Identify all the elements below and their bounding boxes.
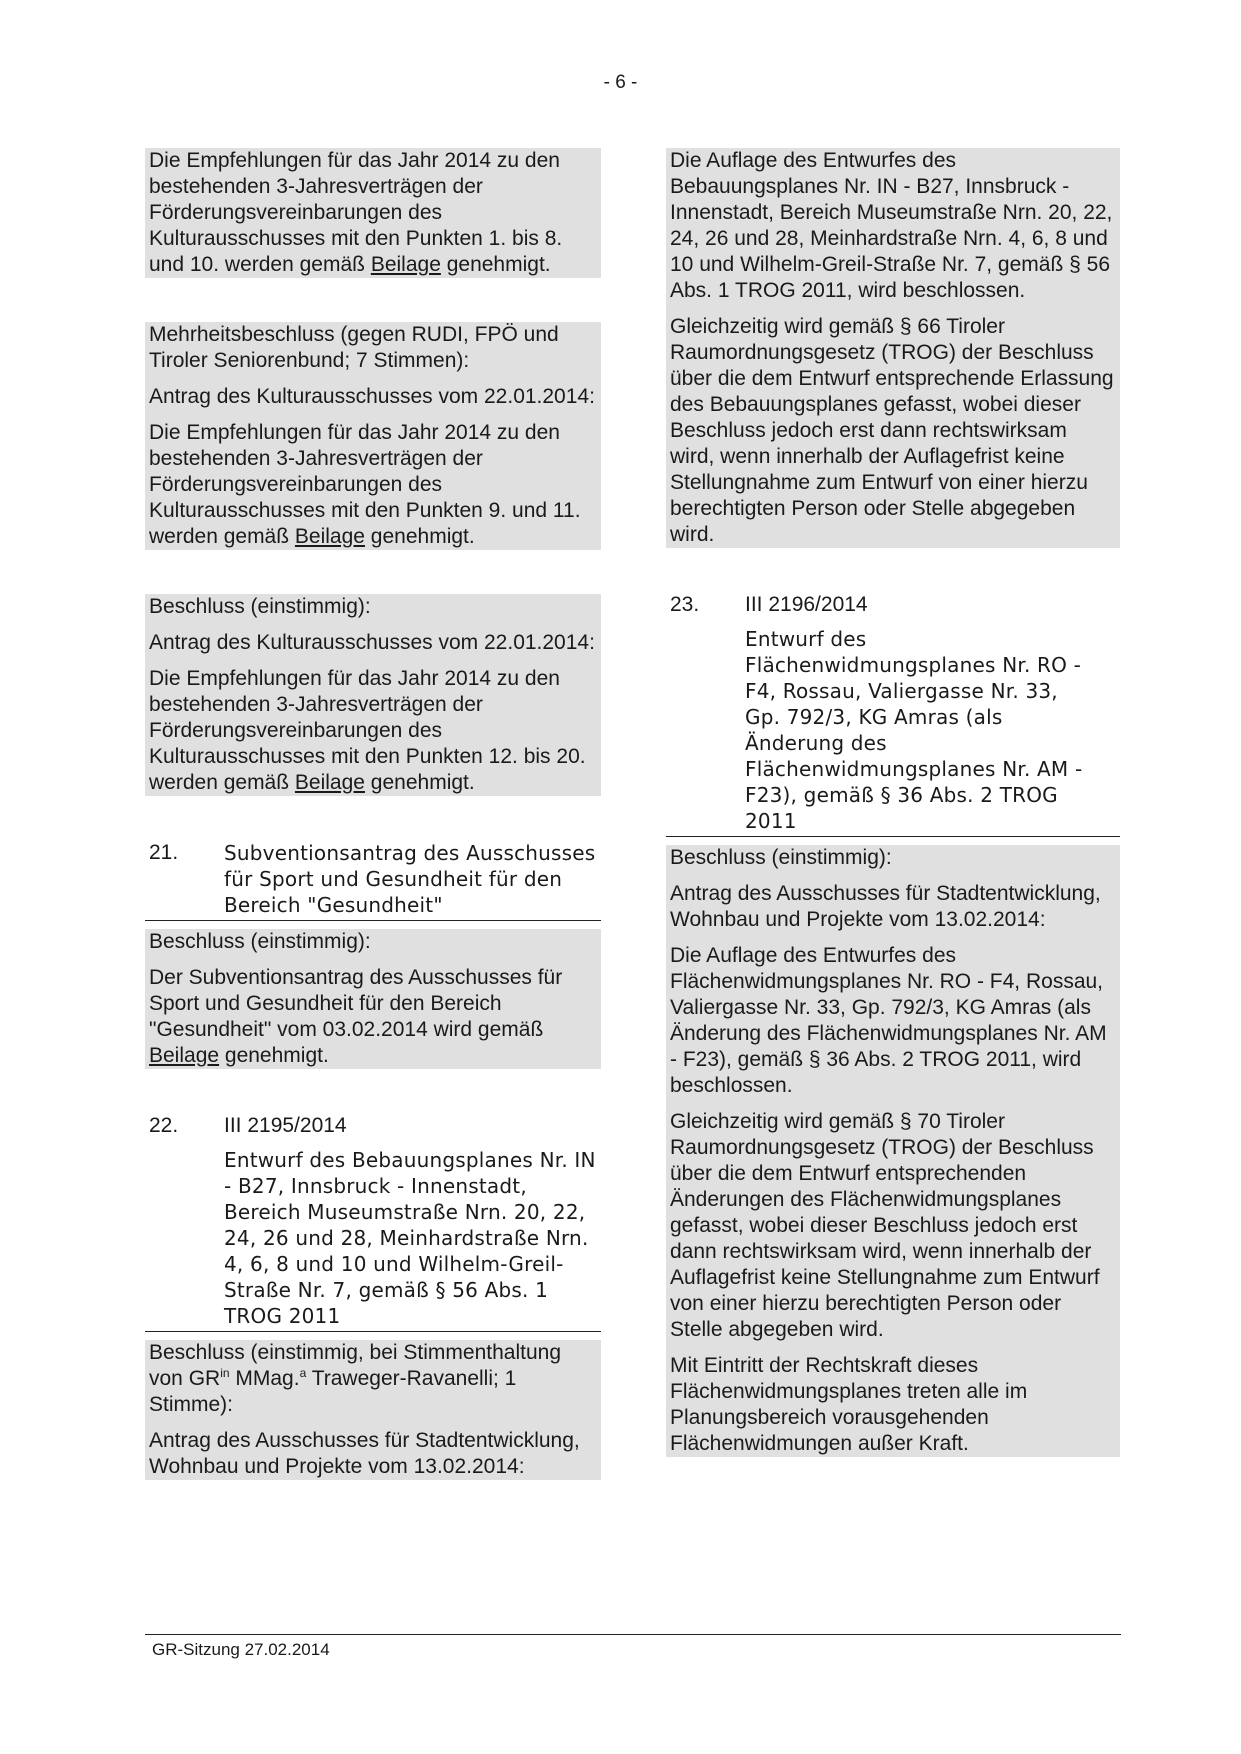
page-number: - 6 - bbox=[603, 72, 638, 93]
motion-heading: Antrag des Kulturausschusses vom 22.01.2014: bbox=[149, 631, 595, 654]
motion-heading: Antrag des Ausschusses für Stadtentwicklung, Wohnbau und Projekte vom 13.02.2014: bbox=[149, 1429, 580, 1478]
item-title: Subventionsantrag des Ausschusses für Sport und Gesundheit für den Bereich "Gesundheit" bbox=[224, 841, 596, 917]
resolution-heading: Mehrheitsbeschluss (gegen RUDI, FPÖ und Tiroler Seniorenbund; 7 Stimmen): bbox=[149, 323, 559, 372]
item-divider bbox=[666, 836, 1120, 837]
resolution-heading: Beschluss (einstimmig): bbox=[149, 595, 371, 618]
item-reference: III 2195/2014 bbox=[224, 1114, 347, 1137]
resolution-text: Die Auflage des Entwurfes des Flächenwidmungsplanes Nr. RO - F4, Rossau, Valiergasse Nr. 33, Gp. 792/3, KG Amras (als Änderung des Flächenwidmungsplanes Nr. AM - F23), gemäß § 36 Abs. 2 TROG 2011, wird beschlossen. bbox=[670, 944, 1107, 1097]
agenda-item-21 bbox=[145, 840, 601, 1069]
resolution-heading: Beschluss (einstimmig, bei Stimmenthaltung von $GR^{in}$ MMag.$^a$ Traweger-Ravanelli; 1 Stimme): bbox=[149, 1341, 562, 1416]
item-title: Entwurf des Flächenwidmungsplanes Nr. RO - F4, Rossau, Valiergasse Nr. 33, Gp. 792/3, KG Amras (als Änderung des Flächenwidmungsplanes Nr. AM - F23), gemäß § 36 Abs. 2 TROG 2011 bbox=[745, 627, 1083, 833]
item-divider bbox=[145, 1331, 601, 1332]
resolution-heading: Beschluss (einstimmig): bbox=[149, 930, 371, 953]
resolution-text: Die Auflage des Entwurfes des Bebauungsplanes Nr. IN - B27, Innsbruck - Innenstadt, Bereich Museumstraße Nrn. 20, 22, 24, 26 und 28, Meinhardstraße Nrn. 4, 6, 8 und 10 und Wilhelm-Greil-Straße Nr. 7, gemäß § 56 Abs. 1 TROG 2011, wird beschlossen. bbox=[670, 149, 1113, 302]
resolution-block-1 bbox=[145, 148, 601, 278]
beilage-link[interactable]: Beilage bbox=[294, 525, 365, 548]
item-title: Entwurf des Bebauungsplanes Nr. IN - B27, Innsbruck - Innenstadt, Bereich Museumstraße Nrn. 20, 22, 24, 26 und 28, Meinhardstraße Nrn. 4, 6, 8 und 10 und Wilhelm-Greil-Straße Nr. 7, gemäß § 56 Abs. 1 TROG 2011 bbox=[224, 1148, 596, 1328]
item-number: 21. bbox=[149, 841, 179, 864]
resolution-block bbox=[145, 1340, 601, 1480]
resolution-text: Der Subventionsantrag des Ausschusses für Sport und Gesundheit für den Bereich "Gesundheit" vom 03.02.2014 wird gemäß Beilage genehmigt. bbox=[149, 966, 563, 1067]
resolution-text: Gleichzeitig wird gemäß § 66 Tiroler Raumordnungsgesetz (TROG) der Beschluss über die dem Entwurf entsprechende Erlassung des Bebauungsplanes gefasst, wobei dieser Beschluss jedoch erst dann rechtswirksam wird, wenn innerhalb der Auflagefrist keine Stellungnahme zum Entwurf von einer hierzu berechtigten Person oder Stelle abgegeben wird. bbox=[670, 315, 1114, 546]
resolution-block-3 bbox=[145, 594, 601, 796]
resolution-text: Die Empfehlungen für das Jahr 2014 zu den bestehenden 3-Jahresverträgen der Förderungsvereinbarungen des Kulturausschusses mit den Punkten 1. bis 8. und 10. werden gemäß Beilage genehmigt. bbox=[149, 149, 563, 276]
beilage-link[interactable]: Beilage bbox=[294, 771, 365, 794]
footer-divider bbox=[145, 1634, 1121, 1635]
agenda-item-23 bbox=[666, 592, 1120, 1457]
resolution-text: Die Empfehlungen für das Jahr 2014 zu den bestehenden 3-Jahresverträgen der Förderungsvereinbarungen des Kulturausschusses mit den Punkten 12. bis 20. werden gemäß Beilage genehmigt. bbox=[149, 667, 586, 794]
motion-heading: Antrag des Kulturausschusses vom 22.01.2014: bbox=[149, 385, 595, 408]
item-number: 23. bbox=[670, 593, 700, 616]
resolution-block-22-continued bbox=[666, 148, 1120, 548]
item-number: 22. bbox=[149, 1114, 179, 1137]
motion-heading: Antrag des Ausschusses für Stadtentwicklung, Wohnbau und Projekte vom 13.02.2014: bbox=[670, 882, 1101, 931]
resolution-text: Mit Eintritt der Rechtskraft dieses Flächenwidmungsplanes treten alle im Planungsbereich vorausgehenden Flächenwidmungen außer Kraft. bbox=[670, 1354, 1028, 1455]
resolution-text: Die Empfehlungen für das Jahr 2014 zu den bestehenden 3-Jahresverträgen der Förderungsvereinbarungen des Kulturausschusses mit den Punkten 9. und 11. werden gemäß Beilage genehmigt. bbox=[149, 421, 581, 548]
beilage-link[interactable]: Beilage bbox=[370, 253, 441, 276]
left-column bbox=[145, 148, 601, 1480]
item-reference: III 2196/2014 bbox=[745, 593, 868, 616]
resolution-heading: Beschluss (einstimmig): bbox=[670, 846, 892, 869]
agenda-item-22 bbox=[145, 1113, 601, 1480]
resolution-block bbox=[145, 929, 601, 1069]
item-divider bbox=[145, 920, 601, 921]
resolution-block-2 bbox=[145, 322, 601, 550]
resolution-text: Gleichzeitig wird gemäß § 70 Tiroler Raumordnungsgesetz (TROG) der Beschluss über die dem Entwurf entsprechenden Änderungen des Flächenwidmungsplanes gefasst, wobei dieser Beschluss jedoch erst dann rechtswirksam wird, wenn innerhalb der Auflagefrist keine Stellungnahme zum Entwurf von einer hierzu berechtigten Person oder Stelle abgegeben wird. bbox=[670, 1110, 1100, 1341]
resolution-block bbox=[666, 845, 1120, 1457]
beilage-link[interactable]: Beilage bbox=[149, 1044, 220, 1067]
footer-session-date: GR-Sitzung 27.02.2014 bbox=[152, 1640, 330, 1659]
right-column bbox=[666, 148, 1120, 1457]
